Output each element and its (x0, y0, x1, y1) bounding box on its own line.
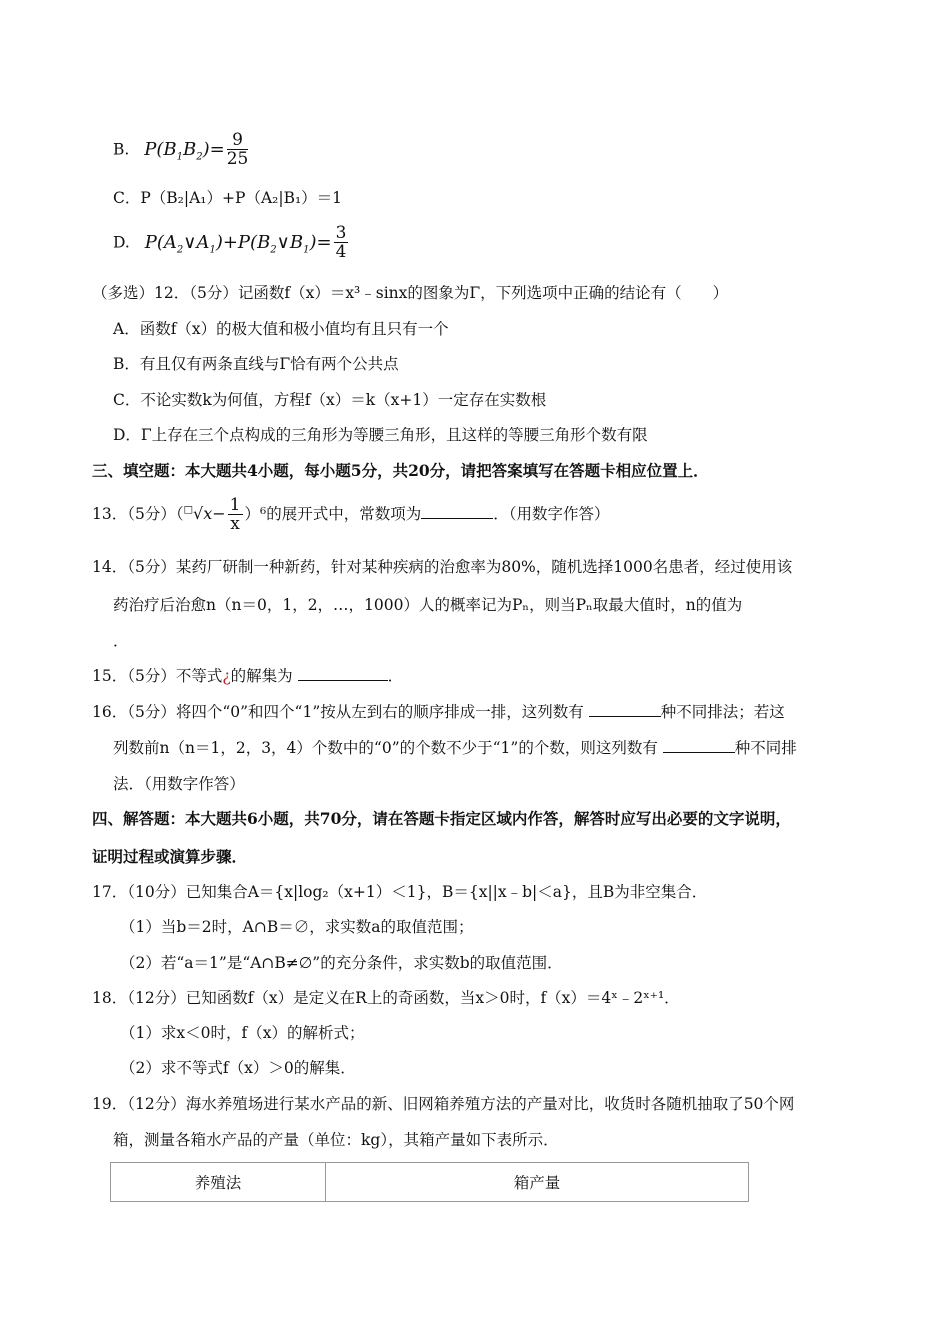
q15 (92, 665, 403, 687)
q11-option-b (113, 131, 250, 171)
q16-line2 (113, 737, 797, 759)
q16-line1 (92, 701, 785, 723)
q14-text: 14．（5分）某药厂研制一种新药，针对某种疾病的治愈率为80%，随机选择1000名患者，经过使用该 (92, 558, 793, 576)
q11-option-c: C．P（B₂|A₁）+P（A₂|B₁）＝1 (113, 189, 343, 207)
q18-part2: （2）求不等式f（x）＞0的解集． (120, 1059, 356, 1077)
section3-heading: 三、填空题：本大题共4小题，每小题5分，共20分，请把答案填写在答题卡相应位置上． (92, 461, 709, 480)
q19-line2: 箱，测量各箱水产品的产量（单位：kg），其箱产量如下表所示． (113, 1131, 559, 1149)
q18-stem: 18．（12分）已知函数f（x）是定义在R上的奇函数，当x＞0时，f（x）＝4ˣ﹣2ˣ⁺¹． (92, 989, 680, 1007)
q12-stem: （多选）12．（5分）记函数f（x）＝x³﹣sinx的图象为Γ，下列选项中正确的结论有（ ） (92, 284, 729, 302)
q17-stem: 17．（10分）已知集合A＝{x|log₂（x+1）＜1}，B＝{x||x﹣b|＜a}，且B为非空集合． (92, 883, 708, 901)
section4-heading-2: 证明过程或演算步骤． (92, 847, 248, 866)
q16-line3: 法．（用数字作答） (113, 775, 245, 793)
q15-suffix: 的解集为 (230, 667, 293, 685)
option-label: D. (113, 233, 130, 252)
table-row (111, 1163, 749, 1202)
q15-answer-blank[interactable] (298, 666, 388, 681)
q16-text: 种不同排 (734, 739, 797, 757)
q13-tail: ．（用数字作答） (493, 505, 610, 523)
q18-part1: （1）求x＜0时，f（x）的解析式； (120, 1024, 365, 1042)
q15-tail: ． (387, 667, 404, 685)
table-header-cell: 养殖法 (111, 1163, 326, 1202)
q11-option-d (113, 224, 350, 266)
q19-table (110, 1162, 749, 1202)
q16-answer-blank-2[interactable] (663, 738, 735, 753)
q16-answer-blank-1[interactable] (589, 702, 661, 717)
q14-line2: 药治疗后治愈n（n＝0，1，2，…，1000）人的概率记为Pₙ，则当Pₙ取最大值时，n的值为 (113, 596, 743, 614)
table-header-cell: 箱产量 (326, 1163, 749, 1202)
q12-option-b: B．有且仅有两条直线与Γ恰有两个公共点 (113, 355, 399, 373)
q12-option-d: D．Γ上存在三个点构成的三角形为等腰三角形，且这样的等腰三角形个数有限 (113, 426, 648, 444)
q19-line1: 19．（12分）海水养殖场进行某水产品的新、旧网箱养殖方法的产量对比，收货时各随机抽取了50个网 (92, 1095, 795, 1113)
q13-suffix: ）⁶的展开式中，常数项为 (244, 505, 422, 523)
section4-heading-1: 四、解答题：本大题共6小题，共70分，请在答题卡指定区域内作答，解答时应写出必要的文字说明， (92, 809, 791, 828)
q13 (92, 496, 609, 540)
q11-optb-formula: $P(B_1B_2)=$ $\frac{9}{25}$ (144, 130, 249, 169)
q17-part1: （1）当b＝2时，A∩B＝∅，求实数a的取值范围； (120, 918, 474, 936)
q16-text: 种不同排法；若这 (660, 703, 785, 721)
q13-answer-blank[interactable] (421, 504, 493, 519)
q15-glyph: ¿ (222, 667, 231, 685)
q14-line3: ． (113, 632, 129, 650)
q15-prefix: 15．（5分）不等式 (92, 667, 223, 685)
q16-text: 16．（5分）将四个“0”和四个“1”按从左到右的顺序排成一排，这列数有 (92, 703, 584, 721)
q12-option-c: C．不论实数k为何值，方程f（x）＝k（x+1）一定存在实数根 (113, 391, 547, 409)
option-label: B. (113, 140, 130, 159)
q11-optd-formula: $P(A_2\vee A_1)+P(B_2\vee B_1)=$ $\frac{3}{4}$ (144, 223, 347, 262)
q16-text: 列数前n（n＝1，2，3，4）个数中的“0”的个数不少于“1”的个数，则这列数有 (113, 739, 658, 757)
q13-prefix: 13．（5分）（ (92, 505, 184, 523)
q13-expression: □√x− $\frac{1}{x}$ (183, 495, 241, 534)
q14-line1 (92, 556, 838, 578)
q17-part2: （2）若“a＝1”是“A∩B≠∅”的充分条件，求实数b的取值范围． (120, 954, 563, 972)
q12-option-a: A．函数f（x）的极大值和极小值均有且只有一个 (113, 320, 449, 338)
